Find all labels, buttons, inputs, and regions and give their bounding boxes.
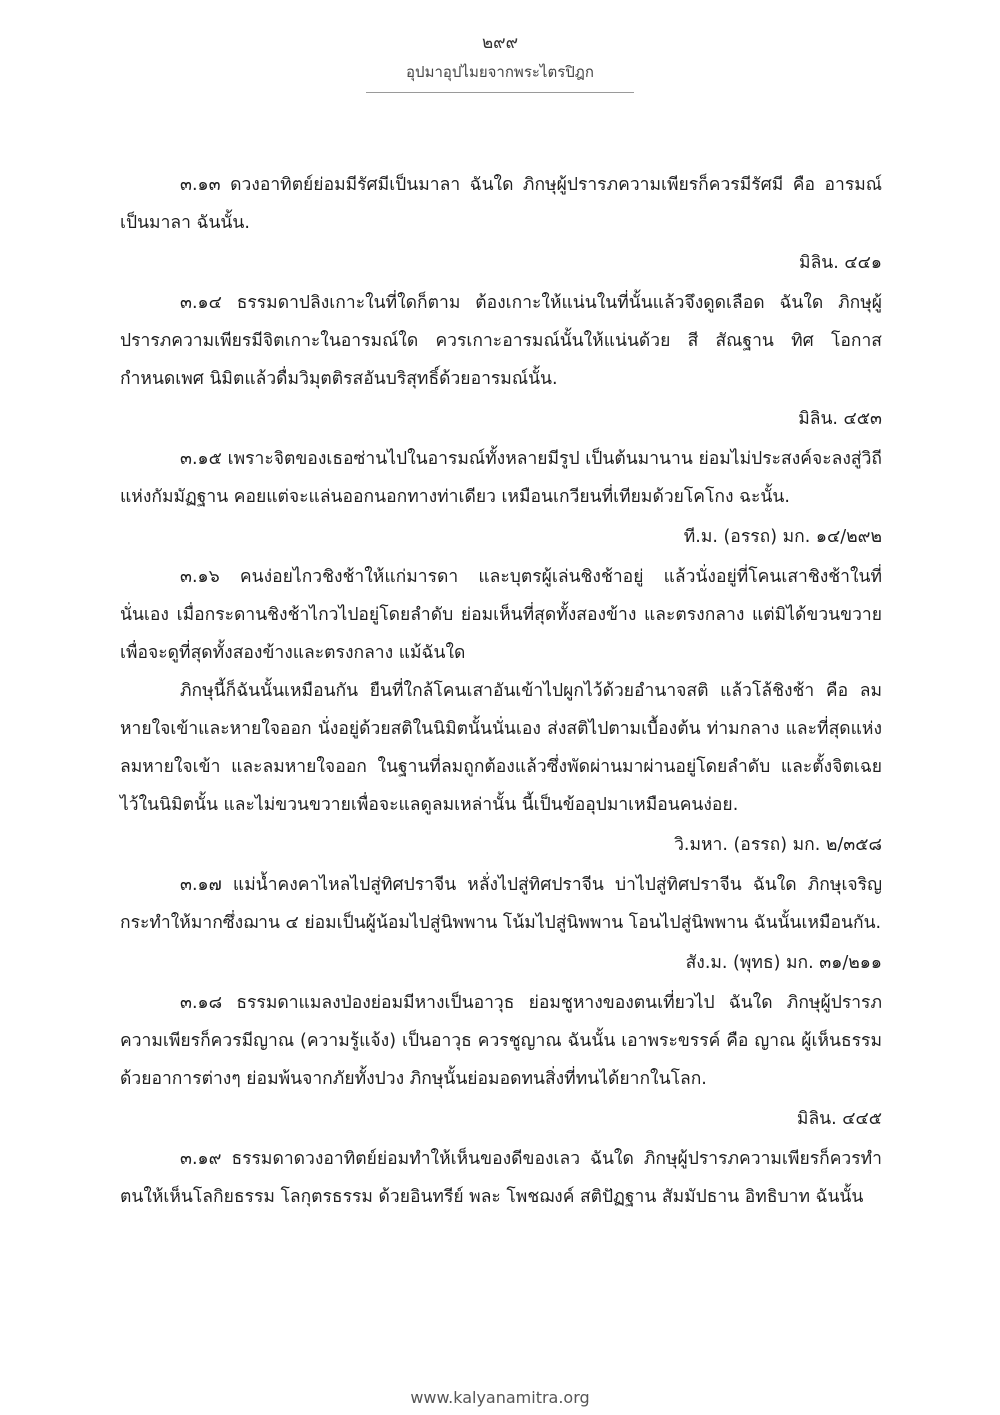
source-citation: ที.ม. (อรรถ) มก. ๑๔/๒๙๒	[683, 527, 882, 547]
entry-3-18: ๓.๑๘ ธรรมดาแมลงป่องย่อมมีหางเป็นอาวุธ ย่อมชูหางของตนเที่ยวไป ฉันใด ภิกษุผู้ปรารภความเพียรก็ควรมีญาณ (ความรู้แจ้ง) เป็นอาวุธ ควรชูญาณ ฉันนั้น เอาพระขรรค์ คือ ญาณ ผู้เห็นธรรมด้วยอาการต่างๆ ย่อมพ้นจากภัยทั้งปวง ภิกษุนั้นย่อมอดทนสิ่งที่ทนได้ยากในโลก.	[120, 993, 882, 1089]
entry-3-17: ๓.๑๗ แม่น้ำคงคาไหลไปสู่ทิศปราจีน หลั่งไปสู่ทิศปราจีน บ่าไปสู่ทิศปราจีน ฉันใด ภิกษุเจริญกระทำให้มากซึ่งฌาน ๔ ย่อมเป็นผู้น้อมไปสู่นิพพาน โน้มไปสู่นิพพาน โอนไปสู่นิพพาน ฉันนั้นเหมือนกัน.	[120, 875, 882, 933]
header-divider	[366, 92, 634, 93]
book-title: อุปมาอุปไมยจากพระไตรปิฎก	[406, 63, 594, 81]
source-citation: มิลิน. ๔๕๓	[798, 409, 882, 429]
source-citation: มิลิน. ๔๔๑	[799, 253, 882, 273]
entry-3-14: ๓.๑๔ ธรรมดาปลิงเกาะในที่ใดก็ตาม ต้องเกาะให้แน่นในที่นั้นแล้วจึงดูดเลือด ฉันใด ภิกษุผู้ปรารภความเพียรมีจิตเกาะในอารมณ์ใด ควรเกาะอารมณ์นั้นให้แน่นด้วย สี สัณฐาน ทิศ โอกาส กำหนดเพศ นิมิตแล้วดื่มวิมุตติรสอันบริสุทธิ์ด้วยอารมณ์นั้น.	[120, 293, 882, 389]
entry-3-16-continuation: ภิกษุนี้ก็ฉันนั้นเหมือนกัน ยืนที่ใกล้โคนเสาอันเข้าไปผูกไว้ด้วยอำนาจสติ แล้วโล้ชิงช้า คือ ลมหายใจเข้าและหายใจออก นั่งอยู่ด้วยสติในนิมิตนั้นนั่นเอง ส่งสติไปตามเบื้องต้น ท่ามกลาง และที่สุดแห่งลมหายใจเข้า และลมหายใจออก ในฐานที่ลมถูกต้องแล้วซึ่งพัดผ่านมาผ่านอยู่โดยลำดับ และตั้งจิตเฉยไว้ในนิมิตนั้น และไม่ขวนขวายเพื่อจะแลดูลมเหล่านั้น นี้เป็นข้ออุปมาเหมือนคนง่อย.	[120, 681, 882, 815]
entry-3-19: ๓.๑๙ ธรรมดาดวงอาทิตย์ย่อมทำให้เห็นของดีของเลว ฉันใด ภิกษุผู้ปรารภความเพียรก็ควรทำตนให้เห็นโลกิยธรรม โลกุตรธรรม ด้วยอินทรีย์ พละ โพชฌงค์ สติปัฏฐาน สัมมัปธาน อิทธิบาท ฉันนั้น	[120, 1149, 882, 1207]
page-header	[0, 30, 1000, 93]
source-citation: สัง.ม. (พุทธ) มก. ๓๑/๒๑๑	[685, 953, 882, 973]
entry-3-16: ๓.๑๖ คนง่อยไกวชิงช้าให้แก่มารดา และบุตรผู้เล่นชิงช้าอยู่ แล้วนั่งอยู่ที่โคนเสาชิงช้าในที่นั่นเอง เมื่อกระดานชิงช้าไกวไปอยู่โดยลำดับ ย่อมเห็นที่สุดทั้งสองข้าง และตรงกลาง แต่มิได้ขวนขวายเพื่อจะดูที่สุดทั้งสองข้างและตรงกลาง แม้ฉันใด	[120, 567, 882, 663]
footer-url: www.kalyanamitra.org	[410, 1388, 590, 1407]
page-body	[120, 166, 882, 1216]
entry-3-15: ๓.๑๕ เพราะจิตของเธอซ่านไปในอารมณ์ทั้งหลายมีรูป เป็นต้นมานาน ย่อมไม่ประสงค์จะลงสู่วิถีแห่งกัมมัฏฐาน คอยแต่จะแล่นออกนอกทางท่าเดียว เหมือนเกวียนที่เทียมด้วยโคโกง ฉะนั้น.	[120, 449, 882, 507]
entry-3-13: ๓.๑๓ ดวงอาทิตย์ย่อมมีรัศมีเป็นมาลา ฉันใด ภิกษุผู้ปรารภความเพียรก็ควรมีรัศมี คือ อารมณ์เป็นมาลา ฉันนั้น.	[120, 175, 882, 233]
source-citation: วิ.มหา. (อรรถ) มก. ๒/๓๕๘	[674, 835, 882, 855]
source-citation: มิลิน. ๔๔๕	[796, 1109, 882, 1129]
page-number: ๒๙๙	[481, 33, 519, 53]
